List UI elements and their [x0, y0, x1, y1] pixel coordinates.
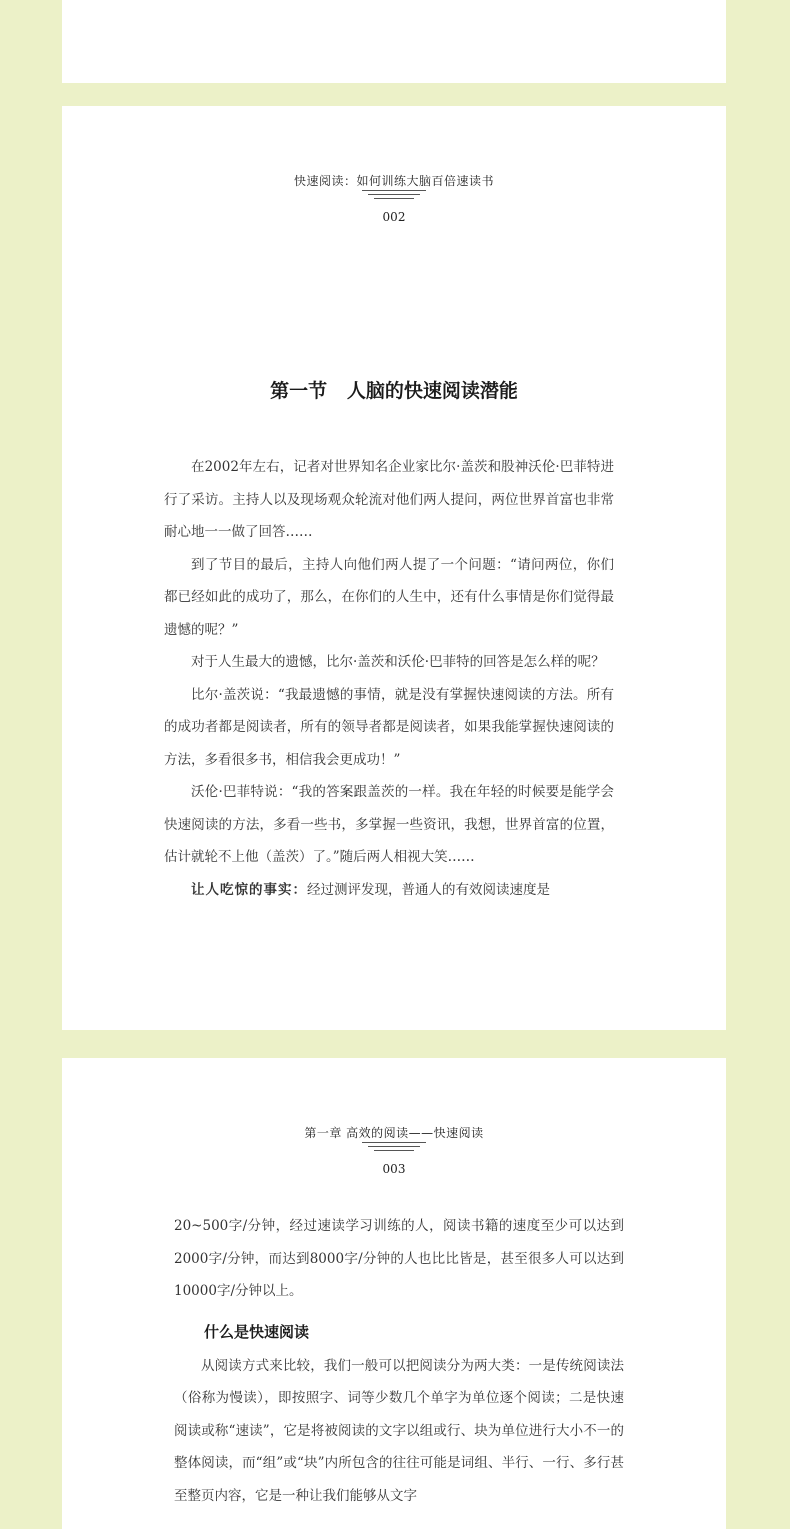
running-header: 第一章 高效的阅读——快速阅读: [304, 1126, 484, 1140]
paragraph: 到了节目的最后，主持人向他们两人提了一个问题：“请问两位，你们都已经如此的成功了，那么，在你们的人生中，还有什么事情是你们觉得最遗憾的呢？”: [164, 556, 614, 638]
page-number: 003: [382, 1162, 406, 1176]
book-page-003: [62, 1058, 726, 1529]
bold-lead-text: 让人吃惊的事实：: [191, 881, 307, 898]
paragraph-continuation: 20~500字/分钟，经过速读学习训练的人，阅读书籍的速度至少可以达到2000字/分钟，而达到8000字/分钟的人也比比皆是，甚至很多人可以达到10000字/分钟以上。: [174, 1218, 624, 1299]
header-rule-decoration: [362, 190, 426, 202]
body-text: [174, 1210, 624, 1512]
paragraph-text: 经过测评发现，普通人的有效阅读速度是: [307, 881, 550, 898]
subheading: 什么是快速阅读: [204, 1322, 310, 1341]
header-rule-decoration: [362, 1142, 426, 1154]
paragraph: 从阅读方式来比较，我们一般可以把阅读分为两大类：一是传统阅读法（俗称为慢读），即按照字、词等少数几个单字为单位逐个阅读；二是快速阅读或称“速读”，它是将被阅读的文字以组或行、块为单位进行大小不一的整体阅读，而“组”或“块”内所包含的往往可能是词组、半行、一行、多行甚至整页内容，它是一种让我们能够从文字: [174, 1357, 624, 1504]
page-previous: [62, 0, 726, 83]
body-text: [164, 451, 614, 906]
page-number: 002: [382, 210, 406, 224]
paragraph: 比尔·盖茨说：“我最遗憾的事情，就是没有掌握快速阅读的方法。所有的成功者都是阅读者，所有的领导者都是阅读者，如果我能掌握快速阅读的方法，多看很多书，相信我会更成功！”: [164, 686, 614, 768]
paragraph: 在2002年左右，记者对世界知名企业家比尔·盖茨和股神沃伦·巴菲特进行了采访。主持人以及现场观众轮流对他们两人提问，两位世界首富也非常耐心地一一做了回答……: [164, 459, 614, 540]
paragraph: 对于人生最大的遗憾，比尔·盖茨和沃伦·巴菲特的回答是怎么样的呢？: [191, 654, 605, 670]
paragraph-surprising-fact: [164, 874, 614, 907]
paragraph: 沃伦·巴菲特说：“我的答案跟盖茨的一样。我在年轻的时候要是能学会快速阅读的方法，多看一些书，多掌握一些资讯，我想，世界首富的位置，估计就轮不上他（盖茨）了。”随后两人相视大笑……: [164, 784, 614, 865]
running-header: 快速阅读：如何训练大脑百倍速读书: [293, 174, 494, 188]
section-title: 第一节 人脑的快速阅读潜能: [270, 380, 518, 402]
book-page-002: [62, 106, 726, 1030]
